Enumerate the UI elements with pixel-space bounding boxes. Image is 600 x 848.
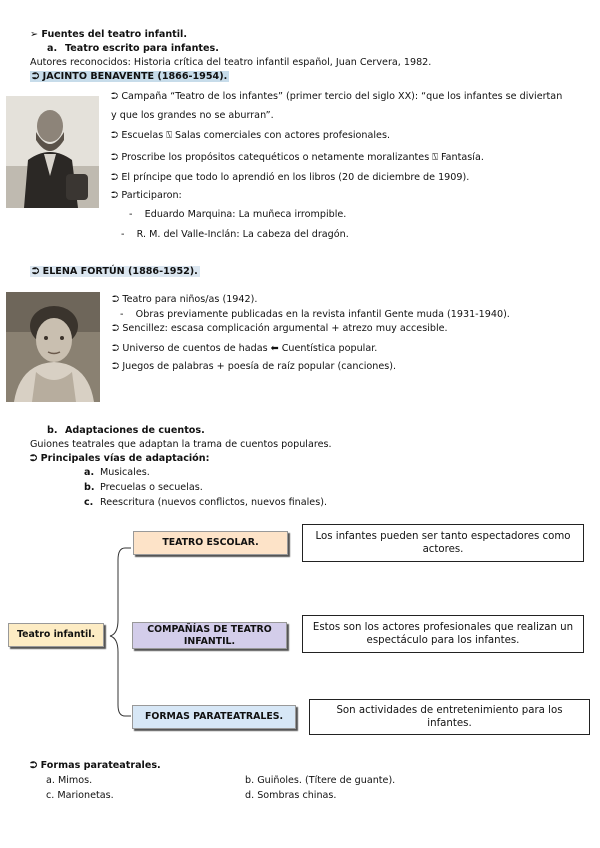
diagram-note-formas: Son actividades de entretenimiento para los infantes. bbox=[309, 699, 590, 735]
benavente-bullet-5: ⮊ Participaron: bbox=[111, 190, 182, 201]
fortun-bullet-3-text: Universo de cuentos de hadas ⬅ Cuentística popular. bbox=[122, 343, 378, 354]
fortun-bullet-3: ⮊ Universo de cuentos de hadas ⬅ Cuentística popular. bbox=[112, 343, 378, 354]
benavente-heading-text: JACINTO BENAVENTE (1866-1954). bbox=[42, 71, 228, 82]
formas-item-a: a. Mimos. bbox=[46, 775, 93, 786]
fortun-bullet-2-text: Sencillez: escasa complicación argumental + atrezo muy accesible. bbox=[122, 323, 448, 334]
via-b-text: Precuelas o secuelas. bbox=[100, 482, 203, 493]
participant-1: - Eduardo Marquina: La muñeca irrompible. bbox=[129, 209, 347, 220]
benavente-bullet-1-cont: y que los grandes no se aburran”. bbox=[111, 110, 274, 121]
formas-item-c: c. Marionetas. bbox=[46, 790, 114, 801]
fortun-bullet-1-sub: - Obras previamente publicadas en la revista infantil Gente muda (1931-1940). bbox=[120, 309, 510, 320]
subsection-b-title: Adaptaciones de cuentos. bbox=[65, 425, 205, 436]
via-b-letter: b. bbox=[84, 482, 95, 493]
vias-heading-text: Principales vías de adaptación: bbox=[40, 453, 210, 464]
fortun-bullet-4-text: Juegos de palabras + poesía de raíz popular (canciones). bbox=[122, 361, 397, 372]
participant-2-text: R. M. del Valle-Inclán: La cabeza del dragón. bbox=[136, 229, 349, 240]
via-c-letter: c. bbox=[84, 497, 94, 508]
benavente-bullet-5-text: Participaron: bbox=[121, 190, 182, 201]
benavente-heading-highlight: ⮊ JACINTO BENAVENTE (1866-1954). bbox=[32, 71, 228, 82]
section-title-fuentes: ➢ Fuentes del teatro infantil. bbox=[30, 29, 187, 40]
benavente-bullet-2-text: Escuelas ⍂ Salas comerciales con actores profesionales. bbox=[121, 130, 391, 141]
fortun-heading-text: ELENA FORTÚN (1886-1952). bbox=[42, 266, 198, 277]
diagram-node-companias: COMPAÑÍAS DE TEATRO INFANTIL. bbox=[132, 622, 287, 649]
autores-line: Autores reconocidos: Historia crítica del teatro infantil español, Juan Cervera, 1982. bbox=[30, 57, 432, 68]
guiones-line: Guiones teatrales que adaptan la trama de cuentos populares. bbox=[30, 439, 332, 450]
via-c-text: Reescritura (nuevos conflictos, nuevos finales). bbox=[100, 497, 327, 508]
subsection-a-title: Teatro escrito para infantes. bbox=[65, 43, 219, 54]
via-a-letter: a. bbox=[84, 467, 95, 478]
fortun-bullet-1: ⮊ Teatro para niños/as (1942). bbox=[112, 294, 258, 305]
benavente-bullet-1: ⮊ Campaña “Teatro de los infantes” (primer tercio del siglo XX): “que los infantes se diviertan bbox=[111, 91, 563, 102]
subsection-a-label: a. bbox=[47, 43, 58, 54]
formas-item-d: d. Sombras chinas. bbox=[245, 790, 337, 801]
participant-2: - R. M. del Valle-Inclán: La cabeza del dragón. bbox=[121, 229, 349, 240]
subsection-b-label: b. bbox=[47, 425, 58, 436]
diagram-node-formas-parateatrales: FORMAS PARATEATRALES. bbox=[132, 705, 296, 729]
diagram-note-companias: Estos son los actores profesionales que realizan un espectáculo para los infantes. bbox=[302, 615, 584, 653]
benavente-bullet-1-text: Campaña “Teatro de los infantes” (primer tercio del siglo XX): “que los infantes se diviertan bbox=[121, 91, 563, 102]
formas-heading: ⮊ Formas parateatrales. bbox=[30, 760, 161, 771]
benavente-bullet-2: ⮊ Escuelas ⍂ Salas comerciales con actores profesionales. bbox=[111, 130, 391, 141]
fortun-bullet-1-sub-text: Obras previamente publicadas en la revista infantil Gente muda (1931-1940). bbox=[135, 309, 510, 320]
fortun-bullet-1-text: Teatro para niños/as (1942). bbox=[122, 294, 258, 305]
formas-item-b: b. Guiñoles. (Títere de guante). bbox=[245, 775, 396, 786]
diagram-node-teatro-escolar: TEATRO ESCOLAR. bbox=[133, 531, 288, 555]
diagram-root-teatro-infantil: Teatro infantil. bbox=[8, 623, 104, 647]
vias-heading: ⮊ Principales vías de adaptación: bbox=[30, 453, 210, 464]
participant-1-text: Eduardo Marquina: La muñeca irrompible. bbox=[144, 209, 347, 220]
benavente-bullet-4-text: El príncipe que todo lo aprendió en los libros (20 de diciembre de 1909). bbox=[121, 172, 470, 183]
diagram-note-escolar: Los infantes pueden ser tanto espectadores como actores. bbox=[302, 524, 584, 562]
benavente-bullet-3-text: Proscribe los propósitos catequéticos o netamente moralizantes ⍂ Fantasía. bbox=[121, 152, 484, 163]
fortun-bullet-2: ⮊ Sencillez: escasa complicación argumental + atrezo muy accesible. bbox=[112, 323, 448, 334]
fortun-heading-highlight: ⮊ ELENA FORTÚN (1886-1952). bbox=[32, 266, 198, 277]
formas-heading-text: Formas parateatrales. bbox=[40, 760, 161, 771]
fortun-bullet-4: ⮊ Juegos de palabras + poesía de raíz popular (canciones). bbox=[112, 361, 397, 372]
benavente-bullet-3: ⮊ Proscribe los propósitos catequéticos o netamente moralizantes ⍂ Fantasía. bbox=[111, 152, 484, 163]
via-a-text: Musicales. bbox=[100, 467, 150, 478]
benavente-bullet-4: ⮊ El príncipe que todo lo aprendió en los libros (20 de diciembre de 1909). bbox=[111, 172, 470, 183]
